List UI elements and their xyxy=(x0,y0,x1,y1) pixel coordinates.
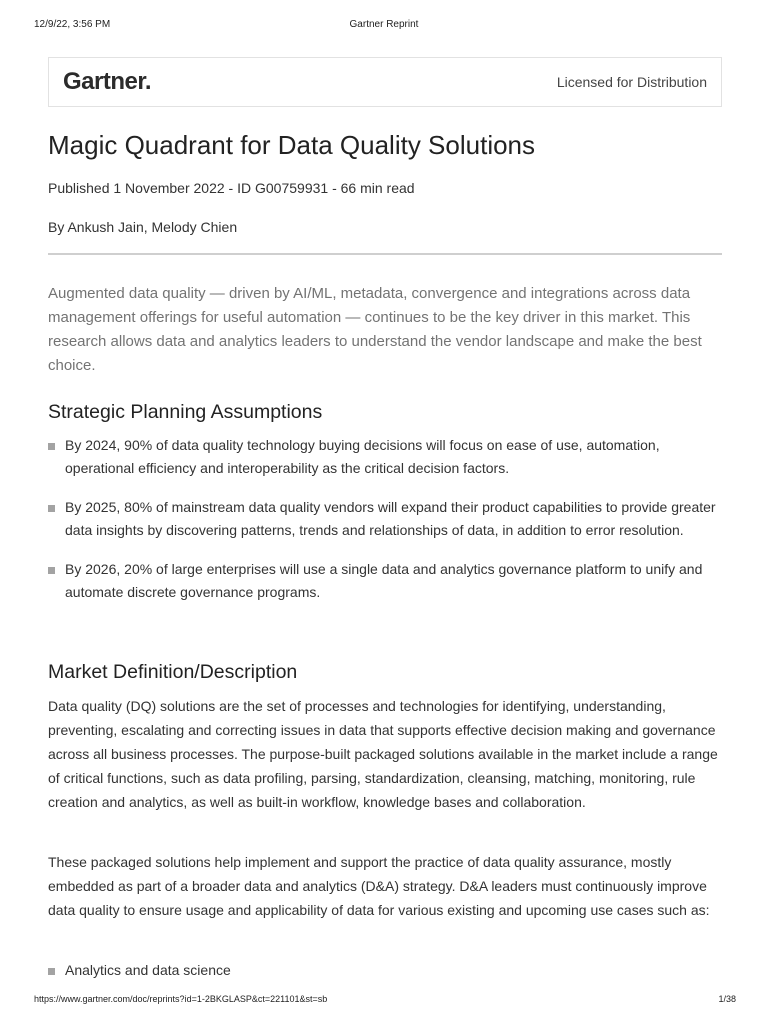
bullet-square-icon xyxy=(48,505,55,512)
strategic-planning-list xyxy=(48,434,724,620)
page-number: 1/38 xyxy=(718,994,736,1004)
summary: Augmented data quality — driven by AI/ML, metadata, convergence and integrations across data management offerings for useful automation — continues to be the key driver in this market. This research allows data and analytics leaders to understand the vendor landscape and make the best choice. xyxy=(48,285,702,374)
logo-text: Gartner xyxy=(63,68,145,95)
market-definition-paragraph: These packaged solutions help implement and support the practice of data quality assurance, mostly embedded as part of a broader data and analytics (D&A) strategy. D&A leaders must continuously improve data quality to ensure usage and applicability of data for various existing and upcoming use cases such as: xyxy=(48,854,710,918)
market-definition-heading: Market Definition/Description xyxy=(48,661,298,683)
list-item xyxy=(48,959,724,982)
bullet-square-icon xyxy=(48,567,55,574)
market-definition-paragraph: Data quality (DQ) solutions are the set of processes and technologies for identifying, understanding, preventing, escalating and correcting issues in data that supports effective decision making and governance across all business processes. The purpose-built packaged solutions available in the market include a range of critical functions, such as data profiling, parsing, standardization, cleansing, matching, monitoring, rule creation and analytics, as well as built-in workflow, knowledge bases and collaboration. xyxy=(48,698,718,810)
list-item-text: Analytics and data science xyxy=(65,962,231,978)
print-datetime: 12/9/22, 3:56 PM xyxy=(34,19,111,30)
bullet-square-icon xyxy=(48,968,55,975)
header-divider xyxy=(48,253,722,255)
print-title: Gartner Reprint xyxy=(349,19,419,30)
print-header xyxy=(0,19,768,33)
list-item xyxy=(48,496,724,542)
site-header xyxy=(48,57,722,107)
list-item-text: By 2025, 80% of mainstream data quality vendors will expand their product capabilities to provide greater data insights by discovering patterns, trends and relationships of data, in addition to error resolution. xyxy=(65,499,716,538)
strategic-planning-heading: Strategic Planning Assumptions xyxy=(48,401,323,423)
gartner-logo[interactable] xyxy=(63,68,151,96)
license-label: Licensed for Distribution xyxy=(556,74,707,90)
document-title: Magic Quadrant for Data Quality Solutions xyxy=(48,130,536,160)
list-item xyxy=(48,434,724,480)
bullet-square-icon xyxy=(48,443,55,450)
use-case-list xyxy=(48,959,724,982)
authors: By Ankush Jain, Melody Chien xyxy=(48,219,238,235)
print-url: https://www.gartner.com/doc/reprints?id=1-2BKGLASP&ct=221101&st=sb xyxy=(34,994,328,1004)
list-item-text: By 2026, 20% of large enterprises will use a single data and analytics governance platform to unify and automate discrete governance programs. xyxy=(65,561,703,600)
print-footer xyxy=(0,994,768,1008)
publication-meta: Published 1 November 2022 - ID G00759931 - 66 min read xyxy=(48,180,415,196)
logo-dot: . xyxy=(144,68,152,95)
list-item-text: By 2024, 90% of data quality technology buying decisions will focus on ease of use, automation, operational efficiency and interoperability as the critical decision factors. xyxy=(65,437,660,476)
list-item xyxy=(48,558,724,604)
